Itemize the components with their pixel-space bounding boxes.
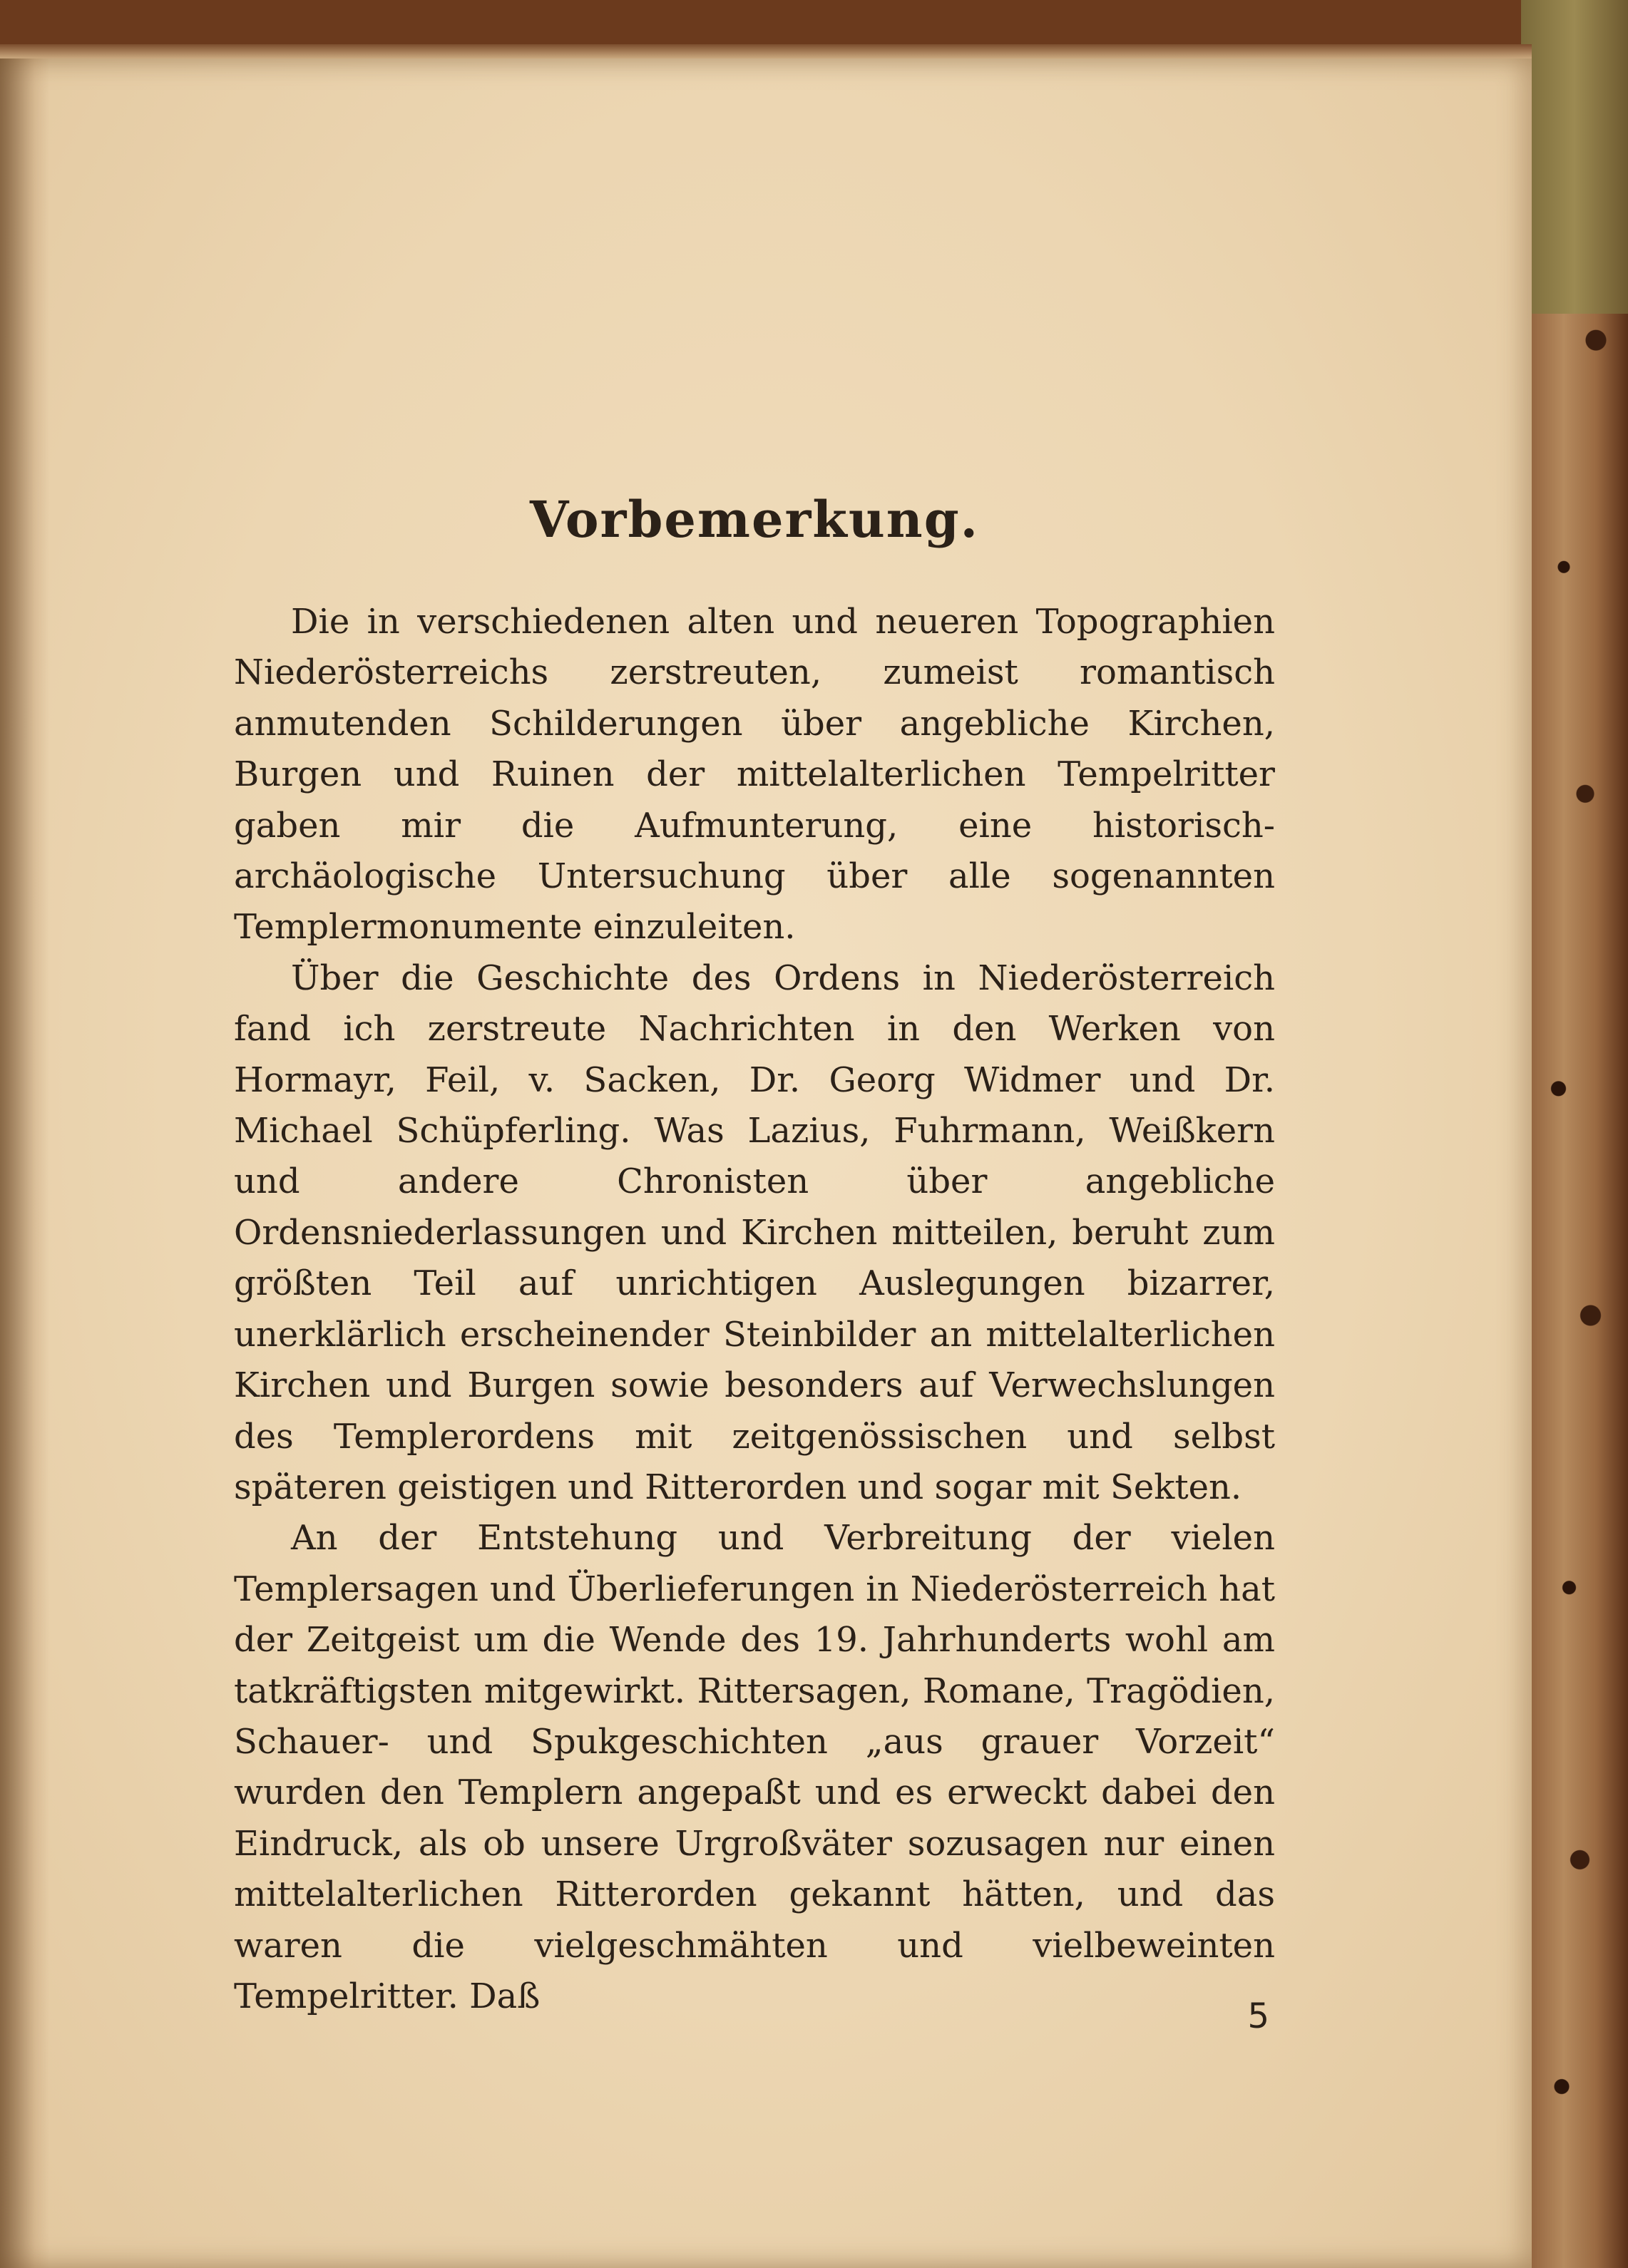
paragraph-1: Die in verschiedenen alten und neueren Topographien Niederösterreichs zerstreuten, zumeist romantisch anmutenden Schilderungen über angebliche Kirchen, Burgen und Ruinen der mittelalterlichen Tempelritter gaben mir die Aufmunterung, eine historisch-archäologische Untersuchung über alle sogenannten Templermonumente einzuleiten. [234, 602, 1275, 948]
paragraph-2: Über die Geschichte des Ordens in Niederösterreich fand ich zerstreute Nachrichten in den Werken von Hormayr, Feil, v. Sacken, Dr. Georg Widmer und Dr. Michael Schüpferling. Was Lazius, Fuhrmann, Weißkern und andere Chronisten über angebliche Ordensniederlassungen und Kirchen mitteilen, beruht zum größten Teil auf unrichtigen Auslegungen bizarrer, unerklärlich erscheinender Steinbilder an mittelalterlichen Kirchen und Burgen sowie besonders auf Verwechslungen des Templerordens mit zeitgenössischen und selbst späteren geistigen und Ritterorden und sogar mit Sekten. [234, 958, 1275, 1507]
book-spine-top [1521, 0, 1628, 314]
book-cover-edge [1521, 0, 1628, 2268]
paragraph-3: An der Entstehung und Verbreitung der vielen Templersagen und Überlieferungen in Niederösterreich hat der Zeitgeist um die Wende des 19. Jahrhunderts wohl am tatkräftigsten mitgewirkt. Rittersagen, Romane, Tragödien, Schauer- und Spukgeschichten „aus grauer Vorzeit“ wurden den Templern angepaßt und es erweckt dabei den Eindruck, als ob unsere Urgroßväter sozusagen nur einen mittelalterlichen Ritterorden gekannt hätten, und das waren die vielgeschmähten und vielbeweinten Tempelritter. Daß [234, 1518, 1275, 2016]
page-content [234, 492, 1275, 2022]
page-heading: Vorbemerkung. [529, 490, 980, 549]
gutter-shadow [0, 58, 50, 2268]
page-number: 5 [1247, 1996, 1269, 2036]
